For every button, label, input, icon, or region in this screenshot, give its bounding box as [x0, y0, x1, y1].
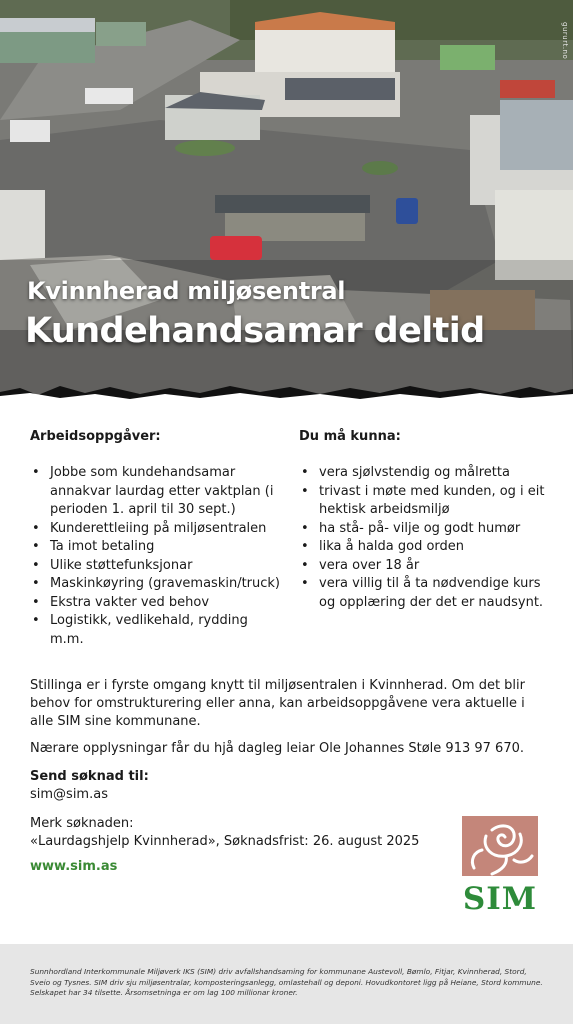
list-item: • vera villig til å ta nødvendige kurs og opplæring der det er naudsynt.	[299, 575, 559, 612]
sim-logo	[462, 816, 538, 916]
contact-info: Nærare opplysningar får du hjå dagleg leiar Ole Johannes Støle 913 97 670.	[30, 741, 524, 756]
tasks-section	[30, 428, 285, 649]
apply-email-link[interactable]: sim@sim.as	[30, 787, 108, 802]
hero-photo	[0, 0, 573, 400]
skills-section	[299, 428, 559, 612]
list-item: • ha stå- på- vilje og godt humør	[299, 520, 559, 539]
photo-credit: gururt.no	[561, 22, 569, 60]
position-description: Stillinga er i fyrste omgang knytt til miljøsentralen i Kvinnherad. Om det blir behov for omstrukturering eller anna, kan arbeidsoppgåvene vera aktuelle i alle SIM sine kommunane.	[30, 678, 525, 729]
list-item: • vera over 18 år	[299, 557, 559, 576]
list-item: • Jobbe som kundehandsamar annakvar laurdag etter vaktplan (i perioden 1. april til 30 sept.)	[30, 464, 285, 520]
list-item: • Maskinkøyring (gravemaskin/truck)	[30, 575, 285, 594]
list-item: • Ta imot betaling	[30, 538, 285, 557]
mark-text: «Laurdagshjelp Kvinnherad», Søknadsfrist: 26. august 2025	[30, 834, 420, 849]
list-item: • Kunderettleiing på miljøsentralen	[30, 520, 285, 539]
list-item: • trivast i møte med kunden, og i eit hektisk arbeidsmiljø	[299, 483, 559, 520]
apply-label: Send søknad til:	[30, 769, 149, 784]
tasks-heading: Arbeidsoppgåver:	[30, 429, 161, 444]
apply-block	[30, 768, 540, 804]
list-item: • lika å halda god orden	[299, 538, 559, 557]
footer-company-info: Sunnhordland Interkommunale Miljøverk IKS (SIM) driv avfallshandsaming for kommunane Austevoll, Bømlo, Fitjar, Kvinnherad, Stord, Sveio og Tysnes. SIM driv sju miljøsentralar, komposteringsanlegg, omlastehall og deponi. Hovudkontoret ligg på Heiane, Stord kommune. Selskapet har 34 tilsette. Årsomsetninga er om lag 100 millionar kroner.	[30, 967, 543, 998]
footer	[0, 944, 573, 1024]
skills-list	[299, 464, 559, 612]
list-item: • Ulike støttefunksjonar	[30, 557, 285, 576]
job-title: Kundehandsamar deltid	[25, 311, 485, 351]
skills-heading: Du må kunna:	[299, 429, 401, 444]
list-item: • vera sjølvstendig og målretta	[299, 464, 559, 483]
mark-label: Merk søknaden:	[30, 816, 134, 831]
location-subtitle: Kvinnherad miljøsentral	[27, 277, 346, 305]
tasks-list	[30, 464, 285, 649]
list-item: • Logistikk, vedlikehald, rydding m.m.	[30, 612, 285, 649]
rose-icon	[462, 816, 538, 876]
logo-wordmark: SIM	[462, 881, 538, 917]
list-item: • Ekstra vakter ved behov	[30, 594, 285, 613]
website-link[interactable]: www.sim.as	[30, 859, 118, 874]
